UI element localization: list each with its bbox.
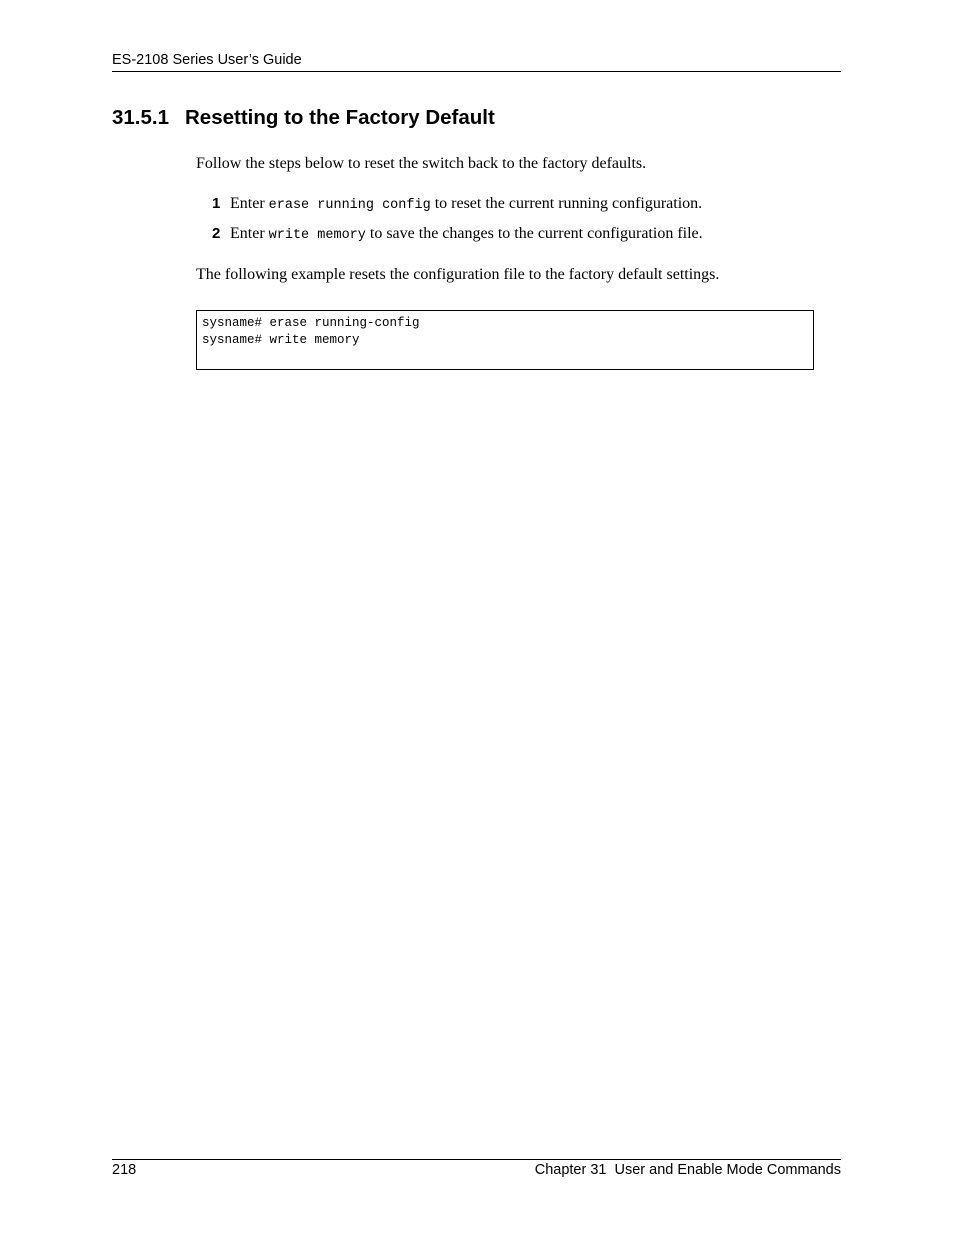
page-number: 218 <box>112 1162 137 1178</box>
step-prefix: Enter <box>230 195 269 212</box>
step-suffix: to reset the current running configuration. <box>430 195 703 212</box>
step-command: erase running config <box>268 198 431 213</box>
footer-divider <box>112 1159 841 1160</box>
step-item <box>212 225 703 243</box>
guide-title: ES-2108 Series User’s Guide <box>112 52 302 68</box>
step-suffix: to save the changes to the current configuration file. <box>365 225 703 242</box>
step-number: 2 <box>212 225 221 242</box>
section-number: 31.5.1 <box>112 106 169 129</box>
code-example-box <box>196 310 814 370</box>
step-item <box>212 195 702 213</box>
step-prefix: Enter <box>230 225 269 242</box>
section-heading <box>112 106 495 130</box>
step-command: write memory <box>268 228 366 243</box>
example-intro: The following example resets the configuration file to the factory default settings. <box>196 266 720 283</box>
section-title: Resetting to the Factory Default <box>185 106 495 129</box>
intro-paragraph: Follow the steps below to reset the switch back to the factory defaults. <box>196 155 647 172</box>
step-number: 1 <box>212 195 221 212</box>
code-line: sysname# write memory <box>202 333 360 347</box>
chapter-title: Chapter 31 User and Enable Mode Commands <box>534 1162 841 1178</box>
code-line: sysname# erase running-config <box>202 316 420 330</box>
page-header <box>112 51 841 72</box>
